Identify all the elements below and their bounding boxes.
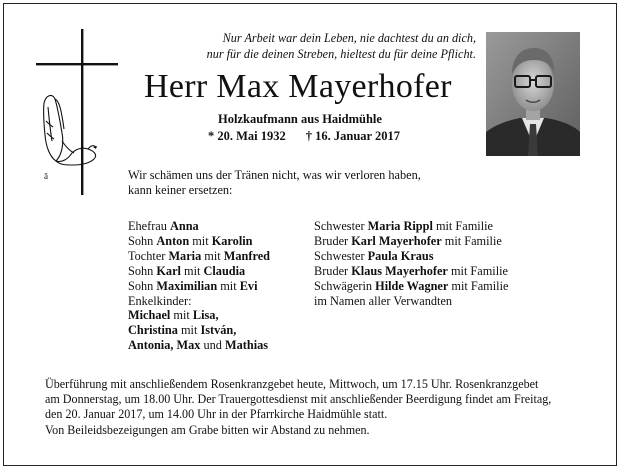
list-item: Schwester Maria Rippl mit Familie bbox=[314, 219, 493, 233]
svg-text:ā: ā bbox=[44, 171, 48, 181]
list-item: Sohn Anton mit Karolin bbox=[128, 233, 253, 248]
list-item: Bruder Karl Mayerhofer mit Familie bbox=[314, 233, 502, 248]
list-item: Michael mit Lisa, bbox=[128, 308, 219, 323]
mourners-left bbox=[128, 219, 270, 353]
deceased-occupation: Holzkaufmann aus Haidmühle bbox=[218, 112, 382, 126]
list-item: Schwester Paula Kraus bbox=[314, 248, 434, 263]
intro-line-1: Wir schämen uns der Tränen nicht, was wir verloren haben, bbox=[128, 168, 421, 182]
list-item: Tochter Maria mit Manfred bbox=[128, 248, 271, 263]
quote bbox=[207, 30, 476, 62]
list-item: Christina mit István, bbox=[128, 323, 237, 338]
list-item: Antonia, Max und Mathias bbox=[128, 338, 269, 353]
portrait-photo bbox=[486, 32, 580, 156]
funeral-info bbox=[45, 377, 585, 438]
funeral-info-line-4: Von Beileidsbezeigungen am Grabe bitten wir Abstand zu nehmen. bbox=[45, 422, 370, 437]
deceased-name: Herr Max Mayerhofer bbox=[144, 68, 452, 105]
death-date: † 16. Januar 2017 bbox=[305, 129, 401, 143]
list-item: Sohn Karl mit Claudia bbox=[128, 263, 246, 278]
funeral-info-line-2: am Donnerstag, um 18.00 Uhr. Der Trauergottesdienst mit anschließender Beerdigung findet am Freitag, bbox=[45, 392, 552, 407]
funeral-info-line-3: den 20. Januar 2017, um 14.00 Uhr in der Pfarrkirche Haidmühle statt. bbox=[45, 407, 388, 422]
list-item: Ehefrau Anna bbox=[128, 219, 199, 233]
intro-line-2: kann keiner ersetzen: bbox=[128, 183, 233, 198]
life-dates bbox=[208, 129, 400, 144]
list-item: Schwägerin Hilde Wagner mit Familie bbox=[314, 278, 509, 293]
mourners-right bbox=[314, 219, 508, 308]
funeral-info-line-1: Überführung mit anschließendem Rosenkranzgebet heute, Mittwoch, um 17.15 Uhr. Rosenkranzgebet bbox=[45, 377, 539, 391]
list-item: im Namen aller Verwandten bbox=[314, 293, 453, 308]
quote-line-1: Nur Arbeit war dein Leben, nie dachtest du an dich, bbox=[222, 31, 476, 45]
quote-line-2: nur für die deinen Streben, hieltest du für deine Pflicht. bbox=[206, 47, 476, 61]
list-item: Enkelkinder: bbox=[128, 293, 192, 308]
birth-date: * 20. Mai 1932 bbox=[208, 129, 286, 143]
list-item: Bruder Klaus Mayerhofer mit Familie bbox=[314, 263, 509, 278]
cross-with-praying-hands-icon bbox=[36, 29, 118, 195]
intro-text bbox=[128, 168, 428, 198]
list-item: Sohn Maximilian mit Evi bbox=[128, 278, 258, 293]
